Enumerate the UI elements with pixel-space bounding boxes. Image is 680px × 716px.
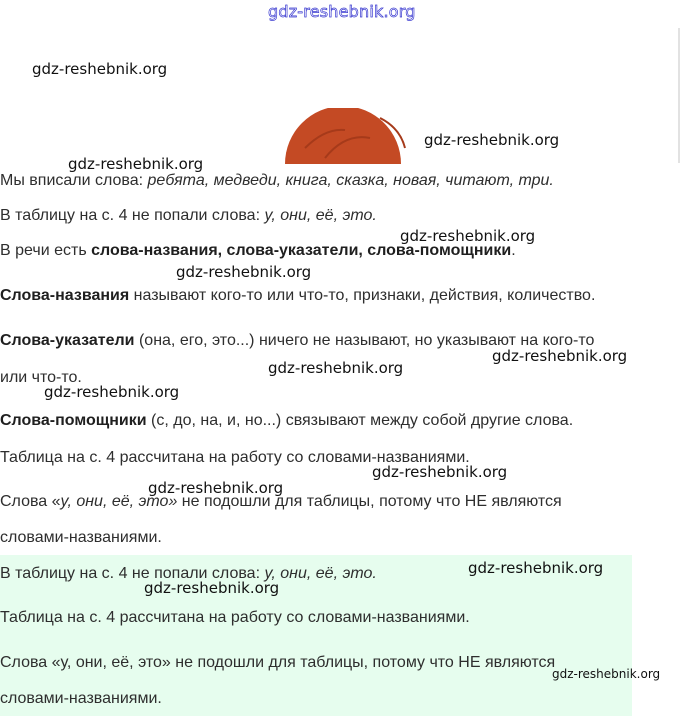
word-list: у, они, её, это» bbox=[60, 493, 178, 510]
answer-line-not-suitable: Слова «у, они, её, это» не подошли для таблицы, потому что НЕ являются bbox=[0, 654, 556, 671]
answer-line-not-suitable-cont: словами-названиями. bbox=[0, 690, 162, 707]
term: Слова-помощники bbox=[0, 412, 147, 429]
watermark: gdz-reshebnik.org bbox=[68, 155, 204, 173]
watermark: gdz-reshebnik.org bbox=[44, 383, 180, 401]
word-list: ребята, медведи, книга, сказка, новая, читают, три. bbox=[147, 172, 554, 189]
text-line-written-words bbox=[0, 172, 554, 190]
watermark: gdz-reshebnik.org bbox=[268, 359, 404, 377]
text-line-missing-words bbox=[0, 207, 377, 225]
text-prefix: Слова « bbox=[0, 493, 61, 510]
definition: называют кого-то или что-то, признаки, действия, количество. bbox=[129, 287, 596, 304]
definition-pointing-words-cont: или что-то. bbox=[0, 369, 82, 386]
watermark: gdz-reshebnik.org bbox=[492, 347, 628, 365]
word-list: у, они, её, это. bbox=[264, 207, 377, 224]
watermark: gdz-reshebnik.org bbox=[400, 227, 536, 245]
definition: (она, его, это...) ничего не называют, но указывают на кого-то bbox=[134, 332, 595, 349]
text-rest: не подошли для таблицы, потому что НЕ являются bbox=[177, 493, 562, 510]
text-prefix: В речи есть bbox=[0, 242, 92, 259]
text-prefix: Мы вписали слова: bbox=[0, 172, 148, 189]
watermark: gdz-reshebnik.org bbox=[424, 131, 560, 149]
text-end: . bbox=[511, 242, 516, 259]
watermark: gdz-reshebnik.org bbox=[468, 559, 604, 577]
illustration-semicircle bbox=[285, 108, 425, 164]
text-line-not-suitable bbox=[0, 493, 562, 511]
text-line-word-types bbox=[0, 242, 516, 260]
definition-naming-words bbox=[0, 287, 595, 305]
watermark: gdz-reshebnik.org bbox=[32, 60, 168, 78]
answer-line-table-purpose: Таблица на с. 4 рассчитана на работу со словами-названиями. bbox=[0, 609, 470, 626]
text-prefix: В таблицу на с. 4 не попали слова: bbox=[0, 207, 265, 224]
watermark: gdz-reshebnik.org bbox=[148, 479, 284, 497]
watermark: gdz-reshebnik.org bbox=[372, 463, 508, 481]
watermark: gdz-reshebnik.org bbox=[552, 667, 661, 681]
text-line-not-suitable-cont: словами-названиями. bbox=[0, 529, 162, 546]
term: Слова-названия bbox=[0, 287, 130, 304]
word-list: у, они, её, это. bbox=[264, 565, 377, 582]
watermark: gdz-reshebnik.org bbox=[176, 263, 312, 281]
term: Слова-указатели bbox=[0, 332, 135, 349]
definition-helper-words bbox=[0, 412, 573, 430]
watermark: gdz-reshebnik.org bbox=[144, 579, 280, 597]
text-prefix: В таблицу на с. 4 не попали слова: bbox=[0, 565, 265, 582]
watermark-top: gdz-reshebnik.org bbox=[268, 2, 416, 21]
definition-pointing-words bbox=[0, 332, 594, 350]
word-types: слова-названия, слова-указатели, слова-помощники bbox=[91, 242, 512, 259]
definition: (с, до, на, и, но...) связывают между собой другие слова. bbox=[146, 412, 574, 429]
text-line-table-purpose: Таблица на с. 4 рассчитана на работу со словами-названиями. bbox=[0, 449, 470, 466]
